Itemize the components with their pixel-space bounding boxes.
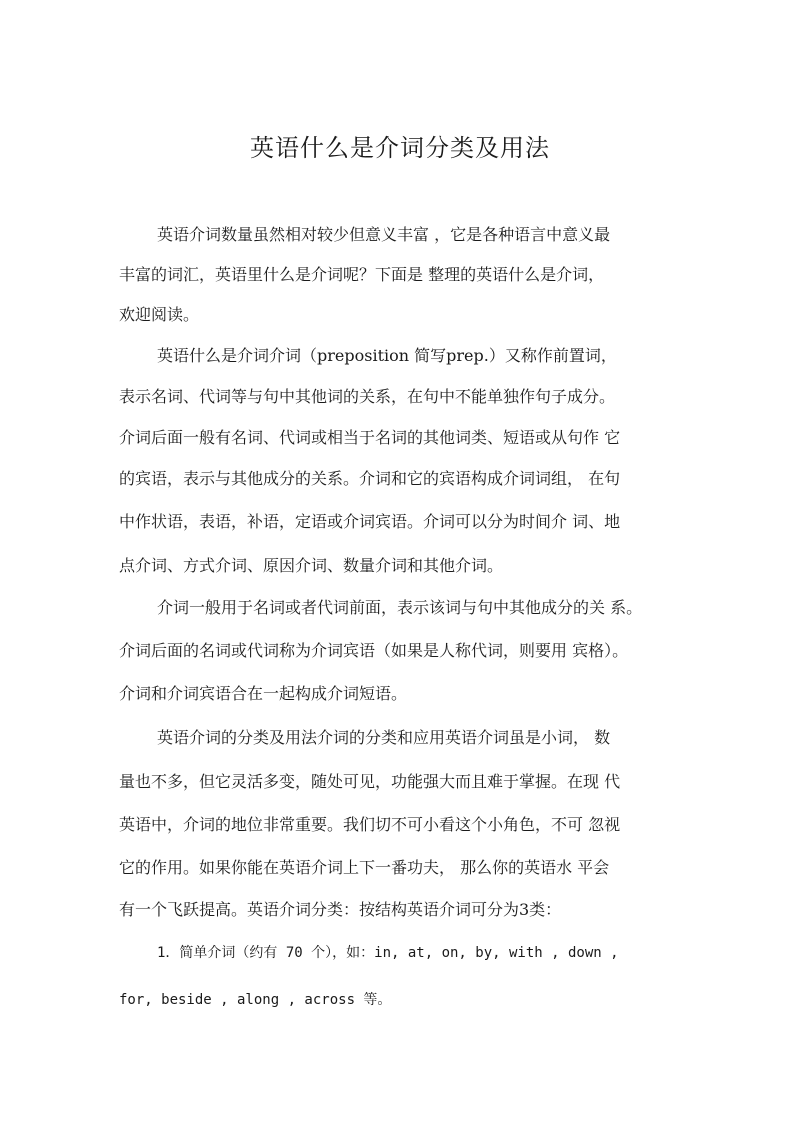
paragraph-2-line-5: 中作状语，表语，补语，定语或介词宾语。介词可以分为时间介 词、地 [119,512,621,531]
paragraph-2-line-4: 的宾语，表示与其他成分的关系。介词和它的宾语构成介词词组， 在句 [119,469,621,488]
paragraph-3-line-3: 介词和介词宾语合在一起构成介词短语。 [119,684,408,703]
paragraph-2-line-6: 点介词、方式介词、原因介词、数量介词和其他介词。 [119,556,504,575]
paragraph-2-line-3: 介词后面一般有名词、代词或相当于名词的其他词类、短语或从句作 它 [119,428,621,447]
paragraph-4-line-3: 英语中，介词的地位非常重要。我们切不可小看这个小角色，不可 忽视 [119,815,621,834]
paragraph-3-line-2: 介词后面的名词或代词称为介词宾语（如果是人称代词，则要用 宾格）。 [119,641,629,660]
document-title: 英语什么是介词分类及用法 [250,134,550,162]
paragraph-1-line-3: 欢迎阅读。 [119,305,200,324]
paragraph-3-line-1: 介词一般用于名词或者代词前面，表示该词与句中其他成分的关 系。 [157,598,643,617]
paragraph-5-line-1: 1．简单介词（约有 70 个），如：in, at, on, by, with , down , [157,945,619,961]
paragraph-5-line-2: for, beside , along , across 等。 [119,992,392,1008]
paragraph-2-line-2: 表示名词、代词等与句中其他词的关系，在句中不能单独作句子成分。 [119,387,616,406]
paragraph-1-line-2: 丰富的词汇，英语里什么是介词呢？下面是 整理的英语什么是介词， [119,265,605,284]
paragraph-2-line-1: 英语什么是介词介词（preposition 简写prep.）又称作前置词， [157,346,617,365]
paragraph-4-line-5: 有一个飞跃提高。英语介词分类：按结构英语介词可分为3类： [119,900,562,919]
paragraph-1-line-1: 英语介词数量虽然相对较少但意义丰富 ，它是各种语言中意义最 [157,225,611,244]
paragraph-4-line-4: 它的作用。如果你能在英语介词上下一番功夫， 那么你的英语水 平会 [119,858,610,877]
paragraph-4-line-1: 英语介词的分类及用法介词的分类和应用英语介词虽是小词， 数 [157,728,611,747]
paragraph-4-line-2: 量也不多，但它灵活多变，随处可见，功能强大而且难于掌握。在现 代 [119,772,621,791]
